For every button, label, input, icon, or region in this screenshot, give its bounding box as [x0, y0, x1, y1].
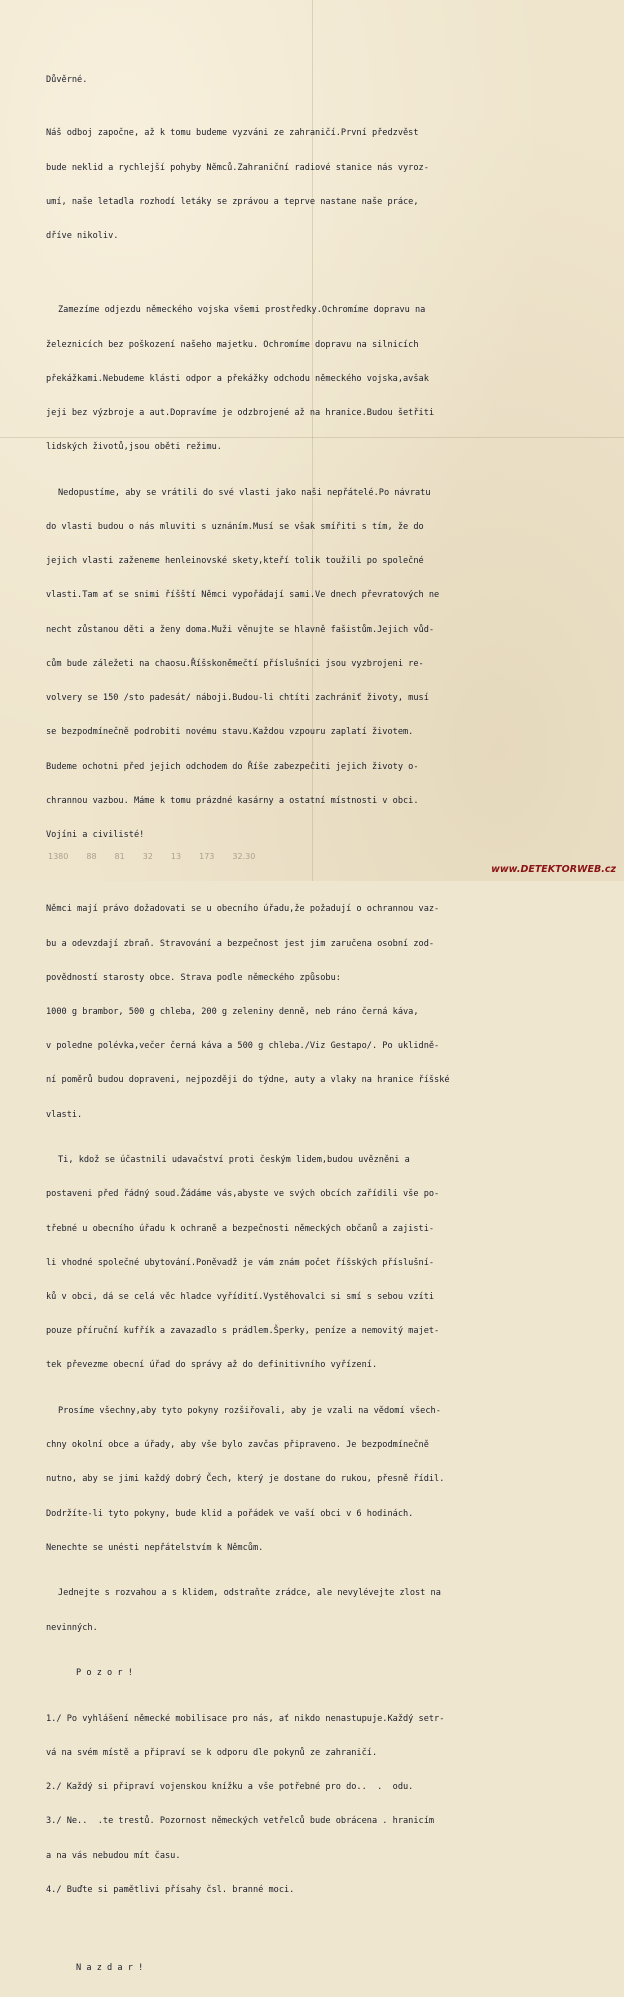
paragraph-line: postaveni před řádný soud.Žádáme vás,abyste ve svých obcích zařídili vše po-	[46, 1189, 440, 1200]
paragraph-line: nevinných.	[46, 1622, 98, 1633]
paragraph-line: lidských životů,jsou oběti režimu.	[46, 442, 222, 453]
paragraph-line: cům bude záležeti na chaosu.Říšskoněmečtí příslušníci jsou vyzbrojeni re-	[46, 658, 424, 669]
paragraph-line: Jednejte s rozvahou a s klidem, odstraňte zrádce, ale nevylévejte zlost na	[58, 1588, 441, 1599]
list-item: vá na svém místě a připraví se k odporu dle pokynů ze zahraničí.	[46, 1748, 378, 1759]
pencil-mark: 88	[86, 852, 97, 861]
pencil-mark: 32.30	[232, 852, 256, 861]
watermark: www.DETEKTORWEB.cz	[491, 864, 616, 875]
list-item: 4./ Buďte si pamětlivi přísahy čsl. branné moci.	[46, 1884, 295, 1895]
paragraph-line: ní poměrů budou dopraveni, nejpozději do týdne, auty a vlaky na hranice říšské	[46, 1075, 450, 1086]
paragraph-line: Nenechte se unésti nepřátelstvím k Němcům.	[46, 1542, 264, 1553]
paragraph-line: li vhodné společné ubytování.Poněvadž je vám znám počet říšských příslušní-	[46, 1257, 435, 1268]
paragraph-line: Ti, kdož se účastnili udavačství proti českým lidem,budou uvězněni a	[58, 1155, 410, 1166]
paragraph-line: chrannou vazbou. Máme k tomu prázdné kasárny a ostatní místnosti v obci.	[46, 795, 419, 806]
paragraph-line: umí, naše letadla rozhodí letáky se zprávou a teprve nastane naše práce,	[46, 196, 419, 207]
pencil-mark: 81	[114, 852, 125, 861]
paragraph-line: chny okolní obce a úřady, aby vše bylo zavčas připraveno. Je bezpodmínečně	[46, 1440, 429, 1451]
pencil-mark: 1380	[48, 852, 69, 861]
pencil-marks	[48, 852, 478, 861]
pozor-heading: P o z o r !	[76, 1668, 133, 1679]
closing-salutation: N a z d a r !	[76, 1963, 144, 1974]
paragraph-line: Náš odboj započne, až k tomu budeme vyzváni ze zahraničí.První předzvěst	[46, 128, 419, 139]
paragraph-line: vlasti.Tam ať se snimi říšští Němci vypořádají sami.Ve dnech převratových ne	[46, 590, 440, 601]
paragraph-line: v poledne polévka,večer černá káva a 500 g chleba./Viz Gestapo/. Po uklidně-	[46, 1041, 440, 1052]
paragraph-line: nutno, aby se jimi každý dobrý Čech, který je dostane do rukou, přesně řídil.	[46, 1474, 445, 1485]
paragraph-line: Budeme ochotni před jejich odchodem do Říše zabezpečiti jejich životy o-	[46, 761, 419, 772]
paragraph-line: bude neklid a rychlejší pohyby Němců.Zahraniční radiové stanice nás vyroz-	[46, 162, 429, 173]
paragraph-line: Dodržíte-li tyto pokyny, bude klid a pořádek ve vaší obci v 6 hodinách.	[46, 1508, 414, 1519]
list-item: 3./ Ne.. .te trestů. Pozornost německých vetřelců bude obrácena . hranicím	[46, 1816, 435, 1827]
paragraph-line: tek převezme obecní úřad do správy až do definitivního vyřízení.	[46, 1360, 378, 1371]
paragraph-line: železnicích bez poškození našeho majetku. Ochromíme dopravu na silnicích	[46, 339, 419, 350]
paragraph-line: se bezpodmínečně podrobiti novému stavu.Každou vzpouru zaplatí životem.	[46, 727, 414, 738]
paragraph-line: Němci mají právo dožadovati se u obecního úřadu,že požadují o ochrannou vaz-	[46, 904, 440, 915]
typewritten-text	[46, 52, 606, 1997]
paragraph-line: dříve nikoliv.	[46, 231, 119, 242]
paragraph-line: překážkami.Nebudeme klásti odpor a překážky odchodu německého vojska,avšak	[46, 373, 429, 384]
paragraph-line: bu a odevzdají zbraň. Stravování a bezpečnost jest jim zaručena osobní zod-	[46, 938, 435, 949]
paragraph-line: jejich vlasti zaženeme henleinovské skety,kteří tolik toužili po společné	[46, 556, 424, 567]
paragraph-line: volvery se 150 /sto padesát/ náboji.Budou-li chtíti zachrániť životy, musí	[46, 693, 429, 704]
paragraph-line: do vlasti budou o nás mluviti s uznáním.Musí se však smířiti s tím, že do	[46, 522, 424, 533]
paragraph-line: Nedopustíme, aby se vrátili do své vlasti jako naši nepřátelé.Po návratu	[58, 487, 431, 498]
paragraph-line: 1000 g brambor, 500 g chleba, 200 g zeleniny denně, neb ráno černá káva,	[46, 1006, 419, 1017]
paragraph-line: Prosíme všechny,aby tyto pokyny rozšiřovali, aby je vzali na vědomí všech-	[58, 1405, 441, 1416]
paragraph-line: pouze příruční kufřík a zavazadlo s prádlem.Šperky, peníze a nemovitý majet-	[46, 1326, 440, 1337]
paragraph-line: jeji bez výzbroje a aut.Dopravíme je odzbrojené až na hranice.Budou šetřiti	[46, 408, 435, 419]
pencil-mark: 32	[142, 852, 153, 861]
paragraph-line: povědností starosty obce. Strava podle německého způsobu:	[46, 972, 341, 983]
paragraph-line: necht zůstanou děti a ženy doma.Muži věnujte se hlavně fašistům.Jejich vůd-	[46, 624, 435, 635]
paragraph-line: Vojíni a civilisté!	[46, 829, 145, 840]
paragraph-line: třebné u obecního úřadu k ochraně a bezpečnosti německých občanů a zajisti-	[46, 1223, 435, 1234]
paragraph-line: ků v obci, dá se celá věc hladce vyřídití.Vystěhovalci si smí s sebou vzíti	[46, 1291, 435, 1302]
paragraph-line: Zamezíme odjezdu německého vojska všemi prostředky.Ochromíme dopravu na	[58, 305, 426, 316]
paragraph-line: vlasti.	[46, 1109, 83, 1120]
list-item: a na vás nebudou mít času.	[46, 1850, 181, 1861]
list-item: 1./ Po vyhlášení německé mobilisace pro nás, ať nikdo nenastupuje.Každý setr-	[46, 1713, 445, 1724]
list-item: 2./ Každý si připraví vojenskou knížku a vše potřebné pro do.. . odu.	[46, 1782, 414, 1793]
pencil-mark: 173	[199, 852, 215, 861]
pencil-mark: 13	[170, 852, 182, 861]
document-title: Důvěrné.	[46, 74, 88, 85]
